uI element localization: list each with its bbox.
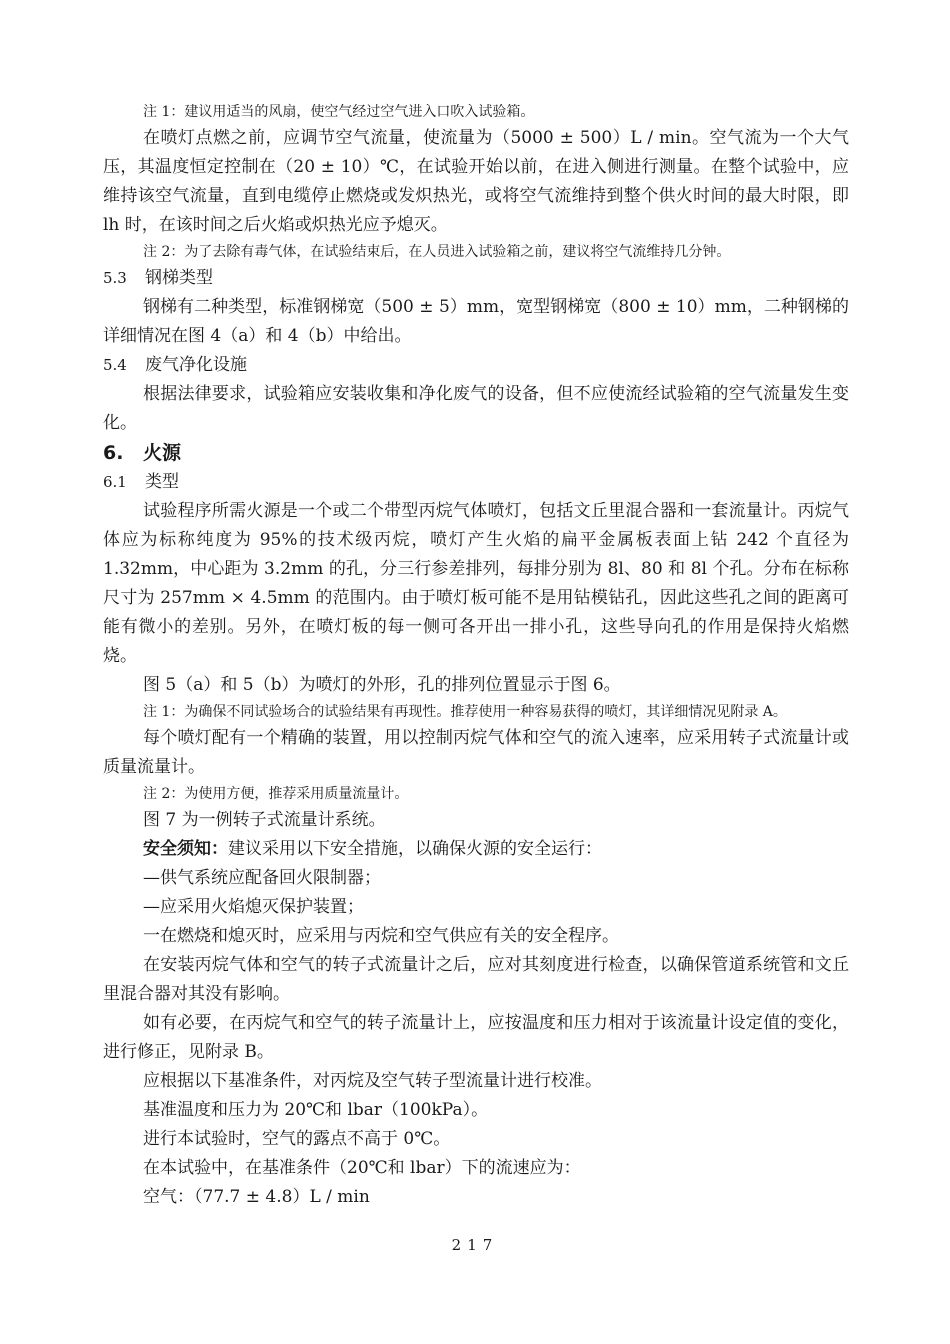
heading-number: 6.: [103, 442, 124, 464]
body-paragraph: 如有必要，在丙烷气和空气的转子流量计上，应按温度和压力相对于该流量计设定值的变化，进行修正，见附录 B。: [103, 1013, 849, 1062]
subsection-heading: [103, 351, 849, 380]
subsection-heading: [103, 264, 849, 293]
body-paragraph: 每个喷灯配有一个精确的装置，用以控制丙烷气体和空气的流入速率，应采用转子式流量计或质量流量计。: [103, 728, 849, 777]
section-heading: [103, 438, 849, 468]
safety-notice-paragraph: [103, 835, 849, 864]
note-paragraph: 注 2：为使用方便，推荐采用质量流量计。: [143, 786, 409, 802]
note-paragraph: 注 2：为了去除有毒气体，在试验结束后，在人员进入试验箱之前，建议将空气流维持几分钟。: [143, 244, 731, 260]
heading-number: 5.4: [103, 356, 127, 374]
body-paragraph: 应根据以下基准条件，对丙烷及空气转子型流量计进行校准。: [143, 1071, 602, 1091]
body-paragraph: 钢梯有二种类型，标准钢梯宽（500 ± 5）mm，宽型钢梯宽（800 ± 10）mm，二种钢梯的详细情况在图 4（a）和 4（b）中给出。: [103, 297, 849, 346]
safety-notice-text: 建议采用以下安全措施，以确保火源的安全运行：: [228, 839, 602, 859]
heading-number: 6.1: [103, 473, 127, 491]
body-paragraph: 根据法律要求，试验箱应安装收集和净化废气的设备，但不应使流经试验箱的空气流量发生变化。: [103, 384, 849, 433]
body-paragraph: 进行本试验时，空气的露点不高于 0℃。: [143, 1129, 451, 1149]
body-paragraph: 图 7 为一例转子式流量计系统。: [143, 810, 386, 830]
page-number: 217: [451, 1236, 499, 1254]
body-paragraph: 试验程序所需火源是一个或二个带型丙烷气体喷灯，包括文丘里混合器和一套流量计。丙烷气体应为标称纯度为 95%的技术级丙烷，喷灯产生火焰的扁平金属板表面上钻 242 个直径为 1.32mm，中心距为 3.2mm 的孔，分三行参差排列，每排分别为 8l、80 和 8l 个孔。分布在标称尺寸为 257mm × 4.5mm 的范围内。由于喷灯板可能不是用钻模钻孔，因此这些孔之间的距离可能有微小的差别。另外，在喷灯板的每一侧可各开出一排小孔，这些导向孔的作用是保持火焰燃烧。: [103, 501, 849, 666]
note-paragraph: 注 1：建议用适当的风扇，使空气经过空气进入口吹入试验箱。: [143, 104, 535, 120]
list-item: 一在燃烧和熄灭时，应采用与丙烷和空气供应有关的安全程序。: [143, 926, 619, 946]
body-paragraph: 在本试验中，在基准条件（20℃和 lbar）下的流速应为：: [143, 1158, 581, 1178]
heading-title: 火源: [143, 442, 182, 464]
body-paragraph: 在喷灯点燃之前，应调节空气流量，使流量为（5000 ± 500）L / min。空气流为一个大气压，其温度恒定控制在（20 ± 10）℃，在试验开始以前，在进入侧进行测量。在整个试验中，应维持该空气流量，直到电缆停止燃烧或发炽热光，或将空气流维持到整个供火时间的最大时限，即 lh 时，在该时间之后火焰或炽热光应予熄灭。: [103, 128, 849, 235]
safety-notice-label: 安全须知：: [143, 839, 228, 859]
page-body: [103, 100, 849, 1212]
note-paragraph: 注 1：为确保不同试验场合的试验结果有再现性。推荐使用一种容易获得的喷灯，其详细情况见附录 A。: [143, 704, 787, 720]
list-item: —应采用火焰熄灭保护装置；: [143, 897, 364, 917]
subsection-heading: [103, 468, 849, 497]
list-item: —供气系统应配备回火限制器；: [143, 868, 381, 888]
heading-title: 钢梯类型: [145, 268, 213, 288]
body-paragraph: 基准温度和压力为 20℃和 lbar（100kPa）。: [143, 1100, 489, 1120]
body-paragraph: 空气：（77.7 ± 4.8）L / min: [143, 1187, 370, 1207]
heading-title: 类型: [145, 472, 179, 492]
heading-title: 废气净化设施: [145, 355, 247, 375]
heading-number: 5.3: [103, 269, 127, 287]
body-paragraph: 图 5（a）和 5（b）为喷灯的外形，孔的排列位置显示于图 6。: [143, 675, 621, 695]
body-paragraph: 在安装丙烷气体和空气的转子式流量计之后，应对其刻度进行检查，以确保管道系统管和文丘里混合器对其没有影响。: [103, 955, 849, 1004]
